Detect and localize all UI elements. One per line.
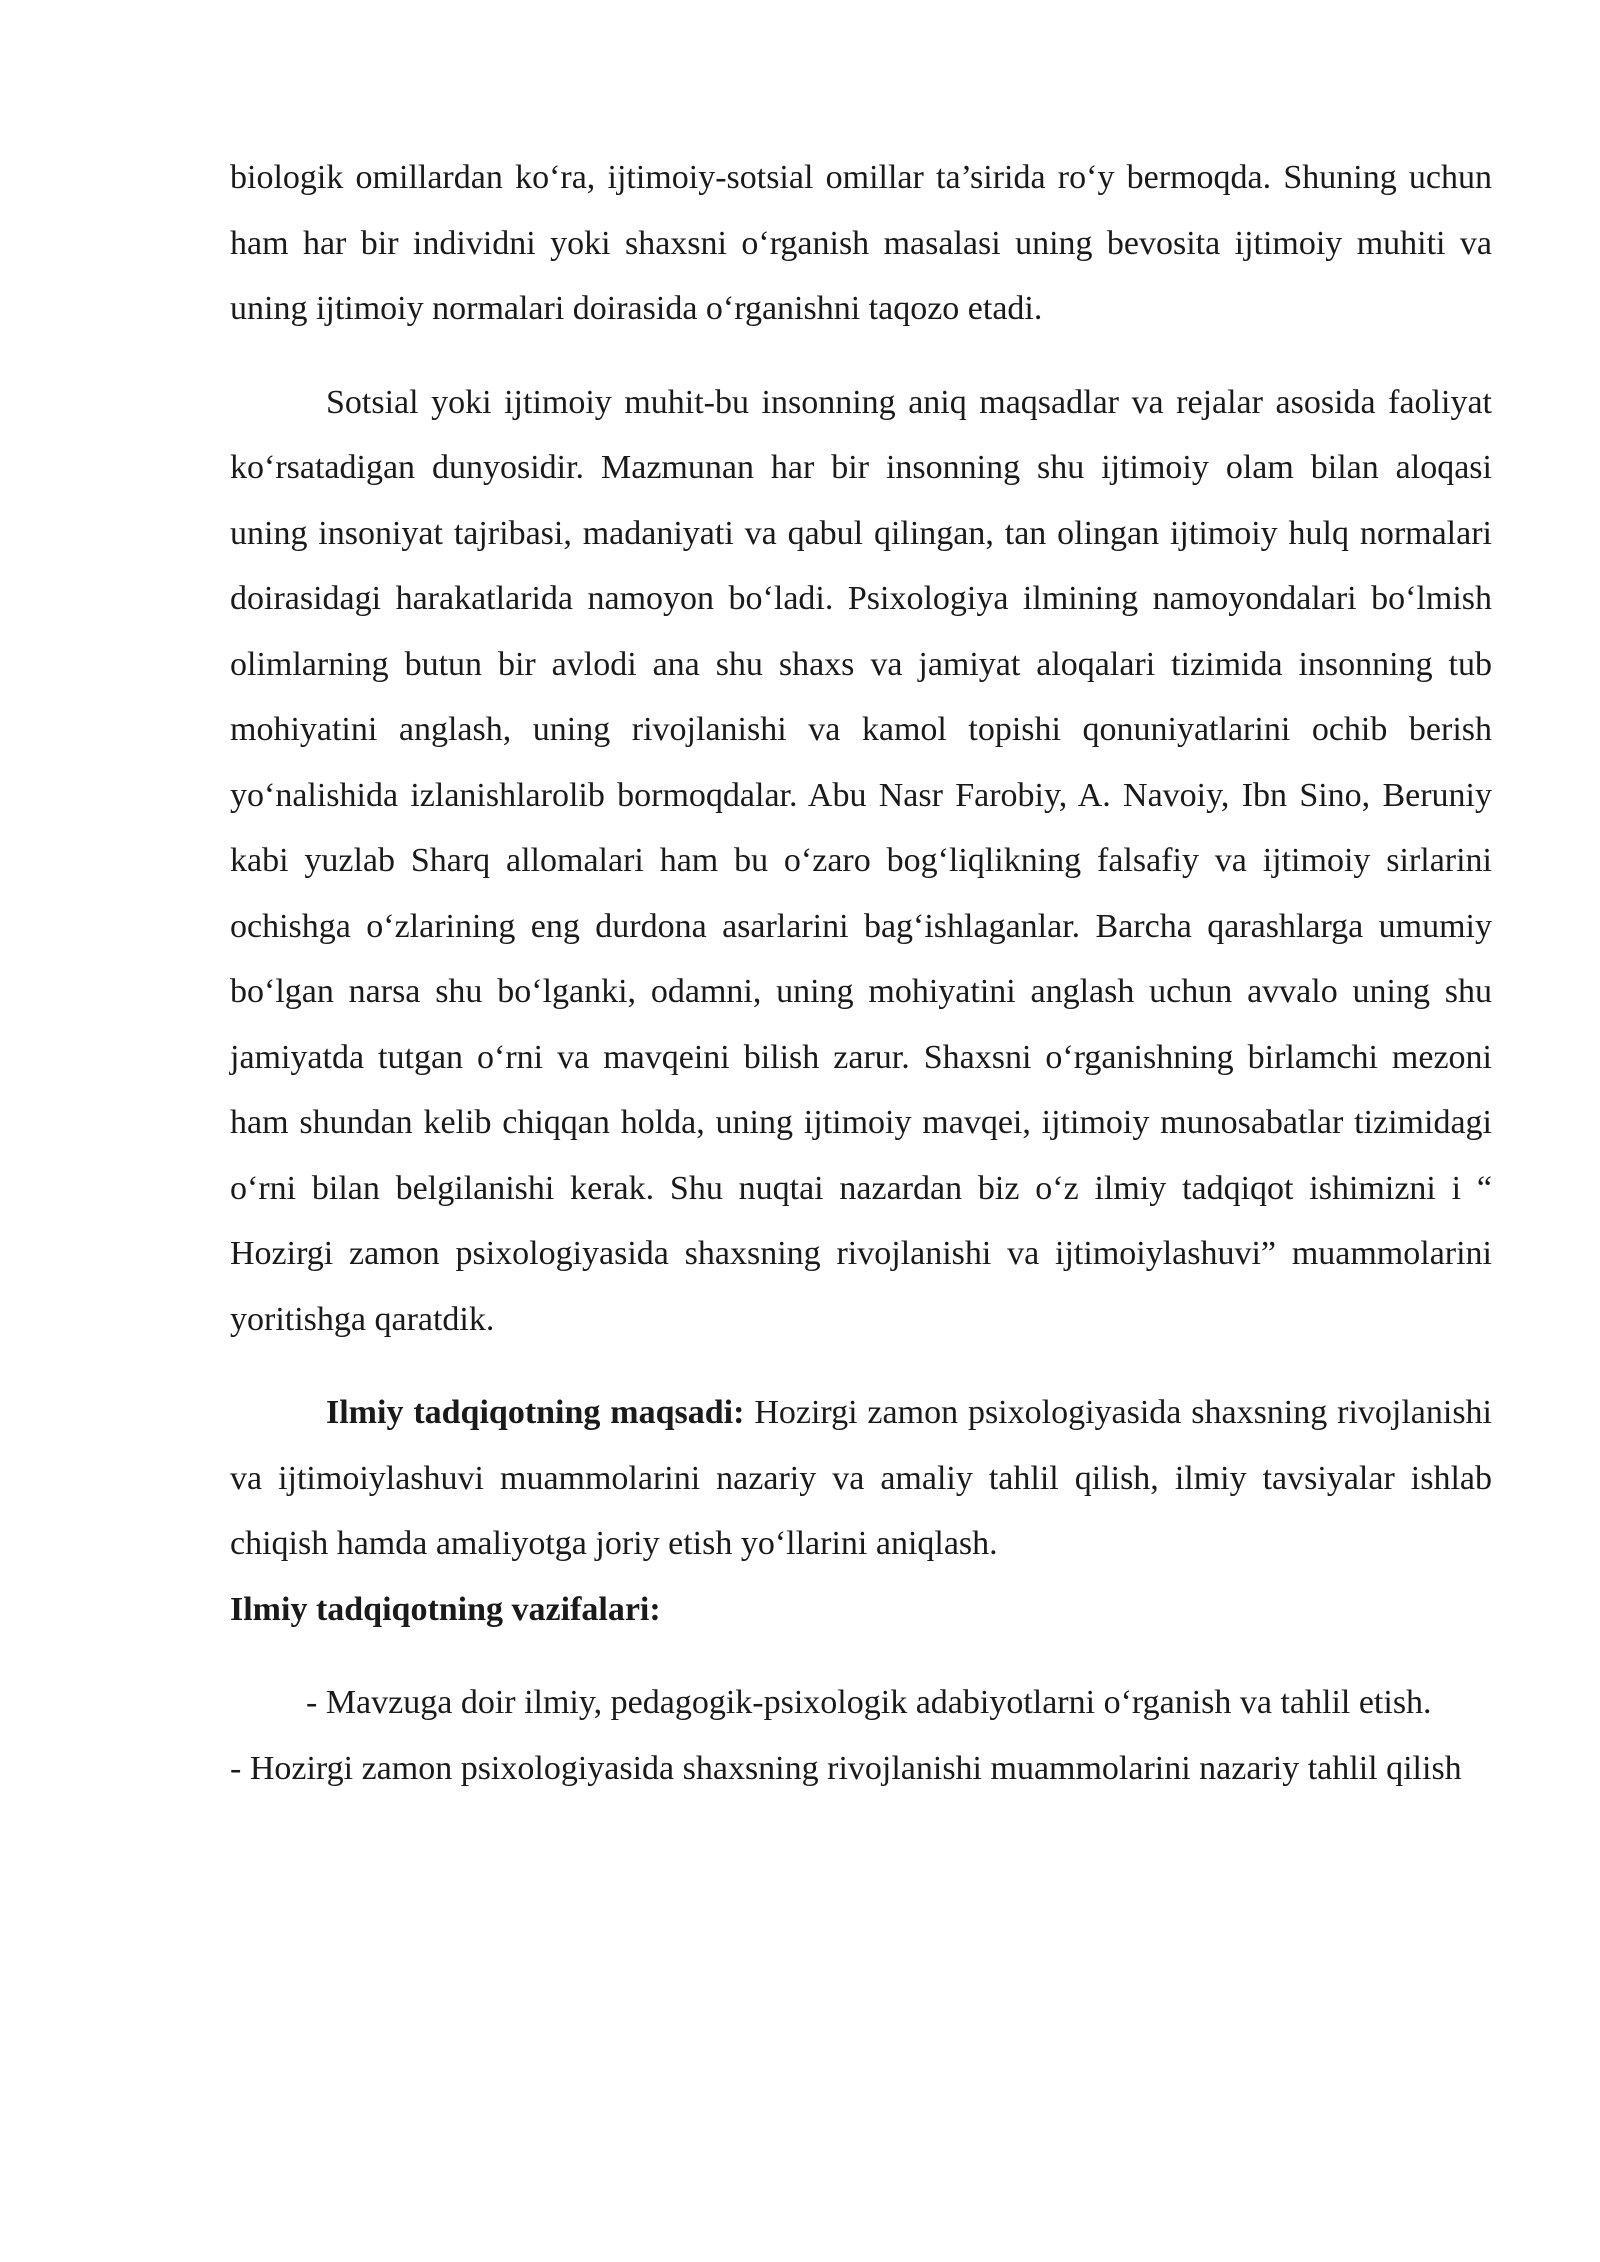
paragraph-research-goal: [230, 1380, 1492, 1577]
task-item-2: - Hozirgi zamon psixologiyasida shaxsning rivojlanishi muammolarini nazariy tahlil qilish: [230, 1749, 1462, 1787]
document-page: [230, 145, 1492, 1801]
research-goal-label: Ilmiy tadqiqotning maqsadi:: [326, 1394, 745, 1431]
research-tasks-heading: Ilmiy tadqiqotning vazifalari:: [230, 1590, 661, 1628]
paragraph-social-environment: Sotsial yoki ijtimoiy muhit-bu insonning aniq maqsadlar va rejalar asosida faoliyat ko‘rsatadigan dunyosidir. Mazmunan har bir insonning shu ijtimoiy olam bilan aloqasi uning insoniyat tajribasi, madaniyati va qabul qilingan, tan olingan ijtimoiy hulq normalari doirasidagi harakatlarida namoyon bo‘ladi. Psixologiya ilmining namoyondalari bo‘lmish olimlarning butun bir avlodi ana shu shaxs va jamiyat aloqalari tizimida insonning tub mohiyatini anglash, uning rivojlanishi va kamol topishi qonuniyatlarini ochib berish yo‘nalishida izlanishlarolib bormoqdalar. Abu Nasr Farobiy, A. Navoiy, Ibn Sino, Beruniy kabi yuzlab Sharq allomalari ham bu o‘zaro bog‘liqlikning falsafiy va ijtimoiy sirlarini ochishga o‘zlarining eng durdona asarlarini bag‘ishlaganlar. Barcha qarashlarga umumiy bo‘lgan narsa shu bo‘lganki, odamni, uning mohiyatini anglash uchun avvalo uning shu jamiyatda tutgan o‘rni va mavqeini bilish zarur. Shaxsni o‘rganishning birlamchi mezoni ham shundan kelib chiqqan holda, uning ijtimoiy mavqei, ijtimoiy munosabatlar tizimidagi o‘rni bilan belgilanishi kerak. Shu nuqtai nazardan biz o‘z ilmiy tadqiqot ishimizni i “ Hozirgi zamon psixologiyasida shaxsning rivojlanishi va ijtimoiylashuvi” muammolarini yoritishga qaratdik.: [230, 383, 1492, 1338]
research-goal-text: Hozirgi zamon psixologiyasida shaxsning rivojlanishi va ijtimoiylashuvi muammolarini nazariy va amaliy tahlil qilish, ilmiy tavsiyalar ishlab chiqish hamda amaliyotga joriy etish yo‘llarini aniqlash.: [230, 1394, 1493, 1562]
paragraph-intro: biologik omillardan ko‘ra, ijtimoiy-sotsial omillar ta’sirida ro‘y bermoqda. Shuning uchun ham har bir individni yoki shaxsni o‘rganish masalasi uning bevosita ijtimoiy muhiti va uning ijtimoiy normalari doirasida o‘rganishni taqozo etadi.: [230, 159, 1492, 327]
task-item-1: - Mavzuga doir ilmiy, pedagogik-psixologik adabiyotlarni o‘rganish va tahlil etish.: [306, 1684, 1432, 1721]
